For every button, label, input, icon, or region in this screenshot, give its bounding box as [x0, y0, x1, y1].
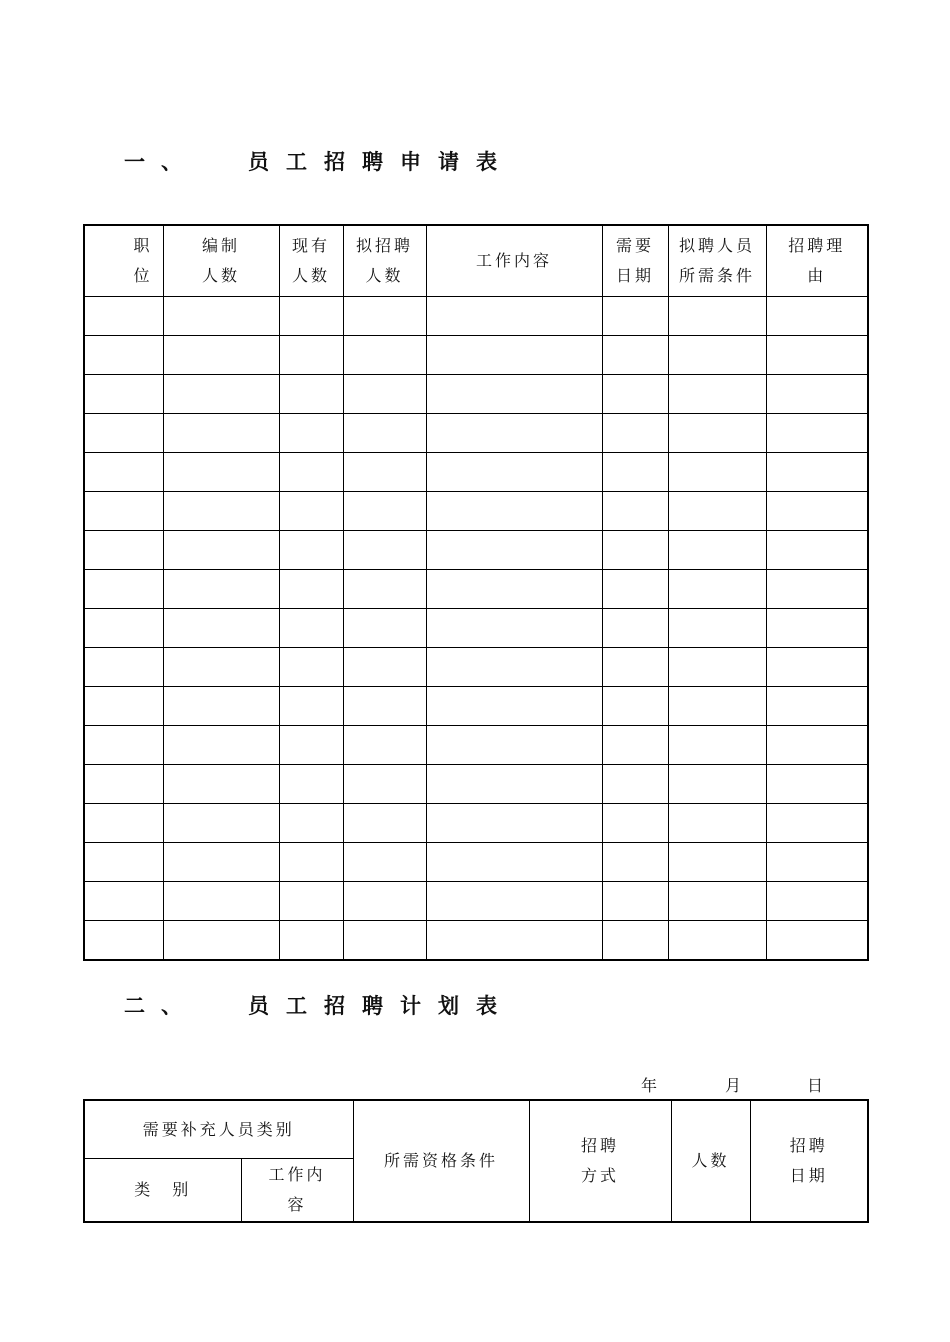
table-cell[interactable]: [163, 336, 279, 375]
table-row: [84, 804, 868, 843]
table-cell[interactable]: [426, 687, 602, 726]
table-row: [84, 609, 868, 648]
table-cell[interactable]: [426, 375, 602, 414]
table-cell[interactable]: [84, 765, 163, 804]
table-cell[interactable]: [84, 375, 163, 414]
table-cell[interactable]: [426, 609, 602, 648]
table-cell[interactable]: [766, 414, 868, 453]
table-cell[interactable]: [279, 687, 343, 726]
table-cell[interactable]: [279, 492, 343, 531]
table-cell[interactable]: [343, 453, 426, 492]
table-cell[interactable]: [426, 492, 602, 531]
date-day-label: 日: [807, 1076, 824, 1095]
table-cell[interactable]: [602, 843, 668, 882]
table-row: [84, 375, 868, 414]
table-cell[interactable]: [766, 453, 868, 492]
table-row: [84, 765, 868, 804]
table-cell[interactable]: [668, 648, 766, 687]
table-cell[interactable]: [343, 843, 426, 882]
table-cell[interactable]: [279, 570, 343, 609]
table-cell[interactable]: [668, 921, 766, 961]
table-cell[interactable]: [343, 531, 426, 570]
table-cell[interactable]: [602, 414, 668, 453]
header-recruitment-method: 招聘 方式: [529, 1100, 671, 1222]
header-headcount: 人数: [671, 1100, 750, 1222]
table-cell[interactable]: [426, 336, 602, 375]
table-cell[interactable]: [163, 648, 279, 687]
table-cell[interactable]: [84, 726, 163, 765]
table-cell[interactable]: [343, 414, 426, 453]
table-cell[interactable]: [602, 570, 668, 609]
table-cell[interactable]: [279, 531, 343, 570]
header-position: 职 位: [84, 225, 163, 297]
table-row: [84, 297, 868, 336]
table-cell[interactable]: [766, 531, 868, 570]
table-cell[interactable]: [84, 843, 163, 882]
table-cell[interactable]: [602, 492, 668, 531]
table-row: [84, 921, 868, 961]
table-cell[interactable]: [668, 804, 766, 843]
table-cell[interactable]: [602, 531, 668, 570]
table-cell[interactable]: [602, 921, 668, 961]
table-cell[interactable]: [426, 882, 602, 921]
table-cell[interactable]: [343, 804, 426, 843]
header-row: [84, 225, 868, 297]
table-cell[interactable]: [343, 687, 426, 726]
table-cell[interactable]: [426, 414, 602, 453]
table-cell[interactable]: [426, 648, 602, 687]
header-needed-date: 需要 日期: [602, 225, 668, 297]
table-cell[interactable]: [163, 453, 279, 492]
recruitment-application-table: [83, 224, 869, 961]
header-authorized-headcount: 编制 人数: [163, 225, 279, 297]
table-row: [84, 492, 868, 531]
table-cell[interactable]: [279, 609, 343, 648]
table-cell[interactable]: [602, 882, 668, 921]
table-cell[interactable]: [279, 921, 343, 961]
table-cell[interactable]: [668, 765, 766, 804]
table-cell[interactable]: [426, 570, 602, 609]
table-cell[interactable]: [766, 843, 868, 882]
table-cell[interactable]: [602, 297, 668, 336]
section2-number: 二、: [124, 994, 198, 1018]
table-cell[interactable]: [279, 843, 343, 882]
table-cell[interactable]: [766, 648, 868, 687]
table-row: [84, 648, 868, 687]
table-cell[interactable]: [163, 804, 279, 843]
table-cell[interactable]: [426, 843, 602, 882]
recruitment-plan-table: [83, 1099, 869, 1223]
table-cell[interactable]: [766, 297, 868, 336]
table-cell[interactable]: [84, 687, 163, 726]
table-cell[interactable]: [766, 375, 868, 414]
table-row: [84, 882, 868, 921]
header-recruitment-date: 招聘 日期: [750, 1100, 868, 1222]
table-cell[interactable]: [84, 882, 163, 921]
table-cell[interactable]: [426, 765, 602, 804]
table-cell[interactable]: [766, 921, 868, 961]
table-cell[interactable]: [343, 336, 426, 375]
table-cell[interactable]: [668, 687, 766, 726]
table-cell[interactable]: [602, 375, 668, 414]
table-cell[interactable]: [602, 804, 668, 843]
table-cell[interactable]: [279, 882, 343, 921]
table-row: [84, 843, 868, 882]
table-cell[interactable]: [163, 492, 279, 531]
table-cell[interactable]: [84, 297, 163, 336]
table-cell[interactable]: [602, 609, 668, 648]
table-cell[interactable]: [343, 609, 426, 648]
table-cell[interactable]: [84, 648, 163, 687]
table-cell[interactable]: [84, 453, 163, 492]
table-cell[interactable]: [343, 297, 426, 336]
table-cell[interactable]: [668, 414, 766, 453]
table-cell[interactable]: [766, 570, 868, 609]
table-cell[interactable]: [343, 375, 426, 414]
table-cell[interactable]: [668, 609, 766, 648]
table-cell[interactable]: [163, 921, 279, 961]
table-cell[interactable]: [163, 882, 279, 921]
table-cell[interactable]: [84, 531, 163, 570]
table-cell[interactable]: [279, 726, 343, 765]
table-cell[interactable]: [766, 726, 868, 765]
header-category: 类 别: [84, 1159, 241, 1223]
table-cell[interactable]: [163, 843, 279, 882]
header-required-qualifications: 拟聘人员 所需条件: [668, 225, 766, 297]
table-cell[interactable]: [426, 726, 602, 765]
table-cell[interactable]: [343, 882, 426, 921]
table-cell[interactable]: [602, 648, 668, 687]
date-month-label: 月: [725, 1076, 742, 1095]
table-cell[interactable]: [766, 687, 868, 726]
table-cell[interactable]: [163, 609, 279, 648]
table-cell[interactable]: [279, 453, 343, 492]
table-cell[interactable]: [668, 843, 766, 882]
table-cell[interactable]: [602, 336, 668, 375]
table-cell[interactable]: [279, 297, 343, 336]
table-cell[interactable]: [766, 492, 868, 531]
table-cell[interactable]: [668, 297, 766, 336]
header-work-content: 工作内 容: [241, 1159, 353, 1223]
table-row: [84, 531, 868, 570]
section1-title: 员工招聘申请表: [248, 150, 514, 174]
table-cell[interactable]: [766, 609, 868, 648]
header-qualifications: 所需资格条件: [353, 1100, 529, 1222]
table-cell[interactable]: [279, 804, 343, 843]
table-cell[interactable]: [279, 375, 343, 414]
table-cell[interactable]: [84, 414, 163, 453]
table-cell[interactable]: [668, 375, 766, 414]
table-cell[interactable]: [668, 453, 766, 492]
table-row: [84, 687, 868, 726]
table-cell[interactable]: [84, 804, 163, 843]
section1-number: 一、: [124, 150, 198, 174]
table-row: [84, 414, 868, 453]
table-cell[interactable]: [668, 570, 766, 609]
section2-heading: [124, 990, 514, 1020]
table-row: [84, 336, 868, 375]
table-cell[interactable]: [426, 531, 602, 570]
table-cell[interactable]: [766, 804, 868, 843]
table-cell[interactable]: [766, 336, 868, 375]
table-cell[interactable]: [163, 375, 279, 414]
header-job-content: 工作内容: [426, 225, 602, 297]
table-cell[interactable]: [343, 726, 426, 765]
table-cell[interactable]: [163, 687, 279, 726]
section2-title: 员工招聘计划表: [248, 994, 514, 1018]
table-cell[interactable]: [668, 336, 766, 375]
table-cell[interactable]: [602, 765, 668, 804]
table-row: [84, 570, 868, 609]
table-cell[interactable]: [343, 921, 426, 961]
table-cell[interactable]: [84, 609, 163, 648]
table-cell[interactable]: [279, 414, 343, 453]
table-cell[interactable]: [602, 453, 668, 492]
table-cell[interactable]: [426, 453, 602, 492]
table-cell[interactable]: [668, 531, 766, 570]
table-cell[interactable]: [163, 570, 279, 609]
table-cell[interactable]: [279, 765, 343, 804]
table-cell[interactable]: [279, 648, 343, 687]
table-cell[interactable]: [668, 882, 766, 921]
table-row: [84, 453, 868, 492]
date-year-label: 年: [641, 1076, 658, 1095]
table-cell[interactable]: [668, 726, 766, 765]
table-cell[interactable]: [343, 570, 426, 609]
header-planned-hires: 拟招聘 人数: [343, 225, 426, 297]
header-current-headcount: 现有 人数: [279, 225, 343, 297]
table-cell[interactable]: [163, 297, 279, 336]
table-cell[interactable]: [602, 687, 668, 726]
header-recruitment-reason: 招聘理 由: [766, 225, 868, 297]
table-cell[interactable]: [163, 531, 279, 570]
table-cell[interactable]: [84, 492, 163, 531]
table-cell[interactable]: [766, 765, 868, 804]
table-cell[interactable]: [84, 570, 163, 609]
table-cell[interactable]: [426, 297, 602, 336]
table-cell[interactable]: [766, 882, 868, 921]
table-cell[interactable]: [343, 648, 426, 687]
table-cell[interactable]: [84, 336, 163, 375]
header-staff-category-group: 需要补充人员类别: [84, 1100, 353, 1159]
table-cell[interactable]: [163, 726, 279, 765]
table-cell[interactable]: [426, 804, 602, 843]
table-cell[interactable]: [279, 336, 343, 375]
table-row: [84, 726, 868, 765]
table-cell[interactable]: [668, 492, 766, 531]
table-cell[interactable]: [602, 726, 668, 765]
table-cell[interactable]: [84, 921, 163, 961]
table-cell[interactable]: [163, 414, 279, 453]
table-cell[interactable]: [163, 765, 279, 804]
table-cell[interactable]: [343, 492, 426, 531]
section1-heading: [124, 146, 514, 176]
table-cell[interactable]: [426, 921, 602, 961]
table-cell[interactable]: [343, 765, 426, 804]
